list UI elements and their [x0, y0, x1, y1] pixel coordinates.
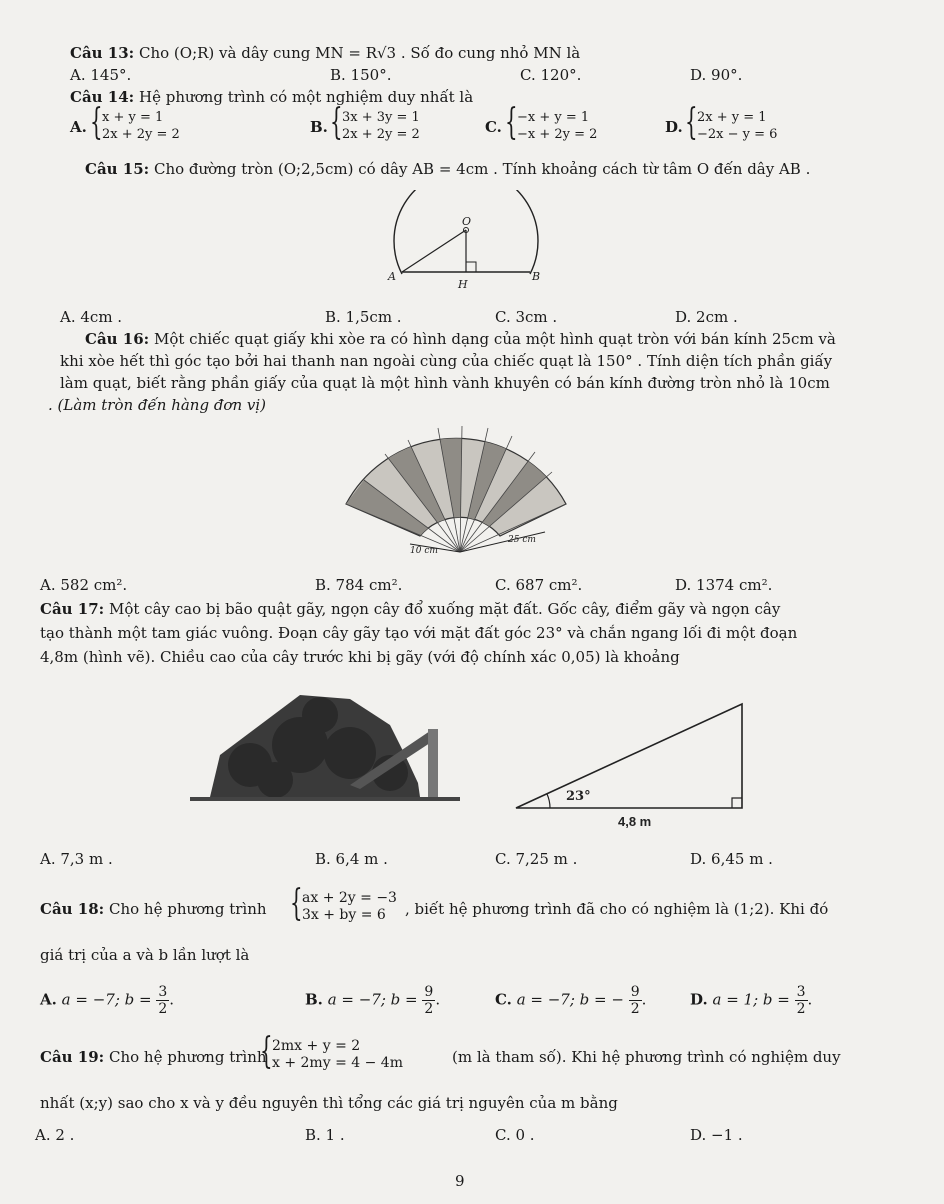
q17-triangle-figure	[510, 700, 770, 830]
q14-b-row2: 2x + 2y = 2	[342, 127, 420, 142]
q18-b-num: 9	[424, 984, 434, 1000]
q14-c-row1: −x + y = 1	[517, 110, 590, 125]
q17-option-d: D. 6,45 m .	[690, 850, 773, 868]
q18-title: Câu 18:	[40, 900, 105, 918]
q18-c-label: C.	[495, 990, 512, 1009]
q14-a-row2: 2x + 2y = 2	[102, 127, 180, 142]
q14-option-d-system: { 2x + y = 1 −2x − y = 6	[685, 102, 778, 143]
q17-line3: 4,8m (hình vẽ). Chiều cao của cây trước khi bị gãy (với độ chính xác 0,05) là khoảng	[40, 648, 680, 666]
q18-post: , biết hệ phương trình đã cho có nghiệm là (1;2). Khi đó	[405, 900, 829, 918]
q18-c-fraction	[629, 984, 642, 1017]
q18-b-pre: a = −7; b =	[327, 990, 418, 1009]
q17-option-a: A. 7,3 m .	[40, 850, 113, 868]
q19-pre: Cho hệ phương trình	[108, 1048, 267, 1066]
q19-option-d: D. −1 .	[690, 1126, 743, 1144]
q19-title: Câu 19:	[40, 1048, 105, 1066]
q18-option-d: D. a = 1; b = $\frac{3}{2}$ .	[690, 984, 813, 1017]
label-23deg: 23°	[566, 789, 591, 804]
q16-option-a: A. 582 cm².	[40, 576, 128, 594]
q18-option-a: A. a = −7; b = $\frac{3}{2}$ .	[40, 984, 175, 1017]
q16-option-d: D. 1374 cm².	[675, 576, 773, 594]
label-4-8m: 4,8 m	[618, 814, 652, 829]
q14-line	[70, 88, 473, 106]
q13-option-d: D. 90°.	[690, 66, 743, 84]
q14-option-c-system: { −x + y = 1 −x + 2y = 2	[505, 102, 598, 143]
q15-option-a: A. 4cm .	[60, 308, 123, 326]
q18-row1: ax + 2y = −3	[302, 890, 397, 906]
q18-d-den: 2	[796, 1001, 806, 1017]
q18-c-num: 9	[630, 984, 640, 1000]
ground	[190, 797, 460, 801]
q19-line2: nhất (x;y) sao cho x và y đều nguyên thì tổng các giá trị nguyên của m bằng	[40, 1094, 618, 1112]
q15-title: Câu 15:	[85, 160, 150, 178]
q14-b-row1: 3x + 3y = 1	[342, 110, 420, 125]
q16-option-c: C. 687 cm².	[495, 576, 583, 594]
q14-option-d-label: D.	[665, 118, 683, 136]
q17-line1	[40, 600, 780, 618]
q16-text-1: Một chiếc quạt giấy khi xòe ra có hình dạng của một hình quạt tròn với bán kính 25cm và	[153, 330, 836, 348]
q14-a-row1: x + y = 1	[102, 110, 164, 125]
q14-option-b-system: { 3x + 3y = 1 2x + 2y = 2	[330, 102, 420, 143]
q13-option-a: A. 145°.	[70, 66, 132, 84]
q18-b-label: B.	[305, 990, 323, 1009]
q18-d-num: 3	[796, 984, 806, 1000]
q18-option-c: C. a = −7; b = − $\frac{9}{2}$ .	[495, 984, 647, 1017]
standing-trunk	[428, 729, 438, 799]
q19-system: { 2mx + y = 2 x + 2my = 4 − 4m	[260, 1031, 403, 1072]
q18-d-label: D.	[690, 990, 708, 1009]
label-a: A	[388, 270, 396, 283]
q16-line2: khi xòe hết thì góc tạo bởi hai thanh nan ngoài cùng của chiếc quạt là 150° . Tính diện tích phần giấy	[60, 352, 833, 370]
q15-option-c: C. 3cm .	[495, 308, 558, 326]
q14-title: Câu 14:	[70, 88, 135, 106]
q17-line2: tạo thành một tam giác vuông. Đoạn cây gãy tạo với mặt đất góc 23° và chắn ngang lối đi một đoạn	[40, 624, 798, 642]
q14-d-row1: 2x + y = 1	[697, 110, 767, 125]
q14-c-row2: −x + 2y = 2	[517, 127, 598, 142]
q16-line3: làm quạt, biết rằng phần giấy của quạt là một hình vành khuyên có bán kính đường tròn nhỏ là 10cm	[60, 374, 830, 392]
q18-row2: 3x + by = 6	[302, 907, 386, 923]
q18-a-pre: a = −7; b =	[61, 990, 152, 1009]
q18-d-pre: a = 1; b =	[712, 990, 790, 1009]
q14-text: Hệ phương trình có một nghiệm duy nhất là	[138, 88, 474, 106]
q18-a-num: 3	[158, 984, 168, 1000]
q14-option-a-system: { x + y = 1 2x + 2y = 2	[90, 102, 180, 143]
q18-a-fraction	[156, 984, 169, 1017]
right-angle-mark	[466, 262, 476, 272]
q15-option-d: D. 2cm .	[675, 308, 738, 326]
right-angle-mark-17	[732, 798, 742, 808]
q18-c-pre: a = −7; b = −	[516, 990, 624, 1009]
segment-oa	[402, 230, 466, 272]
q14-option-b-label: B.	[310, 118, 328, 136]
q13-option-b: B. 150°.	[330, 66, 392, 84]
q17-option-b: B. 6,4 m .	[315, 850, 388, 868]
q14-option-c-label: C.	[485, 118, 502, 136]
q15-line	[85, 160, 810, 178]
q19-row2: x + 2my = 4 − 4m	[272, 1055, 403, 1071]
label-o: O	[462, 215, 472, 228]
q19-option-b: B. 1 .	[305, 1126, 345, 1144]
q18-option-b: B. a = −7; b = $\frac{9}{2}$ .	[305, 984, 441, 1017]
q15-text: Cho đường tròn (O;2,5cm) có dây AB = 4cm . Tính khoảng cách từ tâm O đến dây AB .	[153, 160, 811, 178]
q18-line2: giá trị của a và b lần lượt là	[40, 946, 250, 964]
q18-system: { ax + 2y = −3 3x + by = 6	[290, 883, 397, 924]
q13-title: Câu 13:	[70, 44, 135, 62]
label-25cm: 25 cm	[508, 535, 536, 545]
q13-option-c: C. 120°.	[520, 66, 582, 84]
right-triangle	[516, 704, 742, 808]
label-10cm: 10 cm	[410, 546, 438, 556]
q17-option-c: C. 7,25 m .	[495, 850, 578, 868]
q19-post: (m là tham số). Khi hệ phương trình có nghiệm duy	[452, 1048, 841, 1066]
q18-a-label: A.	[40, 990, 57, 1009]
q18-a-den: 2	[158, 1001, 168, 1017]
q16-fan-figure	[330, 420, 590, 560]
q18-intro	[40, 900, 267, 918]
q13-text: Cho (O;R) và dây cung MN = R√3 . Số đo cung nhỏ MN là	[138, 44, 581, 62]
label-h: H	[458, 278, 468, 291]
q15-circle-figure	[380, 190, 570, 300]
q16-line1	[85, 330, 836, 348]
q19-option-a: A. 2 .	[35, 1126, 75, 1144]
q18-b-fraction	[422, 984, 435, 1017]
q19-row1: 2mx + y = 2	[272, 1038, 361, 1054]
q18-pre: Cho hệ phương trình	[108, 900, 267, 918]
q18-c-den: 2	[630, 1001, 640, 1017]
q19-intro	[40, 1048, 267, 1066]
q17-text-1: Một cây cao bị bão quật gãy, ngọn cây đổ xuống mặt đất. Gốc cây, điểm gãy và ngọn cây	[108, 600, 781, 618]
q15-option-b: B. 1,5cm .	[325, 308, 402, 326]
q16-line4: . (Làm tròn đến hàng đơn vị)	[48, 396, 267, 414]
q18-b-den: 2	[424, 1001, 434, 1017]
angle-arc	[547, 794, 550, 808]
q18-d-fraction	[795, 984, 808, 1017]
page-number: 9	[455, 1172, 465, 1190]
q14-d-row2: −2x − y = 6	[697, 127, 778, 142]
q16-title: Câu 16:	[85, 330, 150, 348]
label-b: B	[532, 270, 541, 283]
q13-line	[70, 44, 580, 62]
q14-option-a-label: A.	[70, 118, 87, 136]
q19-option-c: C. 0 .	[495, 1126, 535, 1144]
q17-tree-figure	[190, 685, 470, 810]
q16-option-b: B. 784 cm².	[315, 576, 403, 594]
q17-title: Câu 17:	[40, 600, 105, 618]
